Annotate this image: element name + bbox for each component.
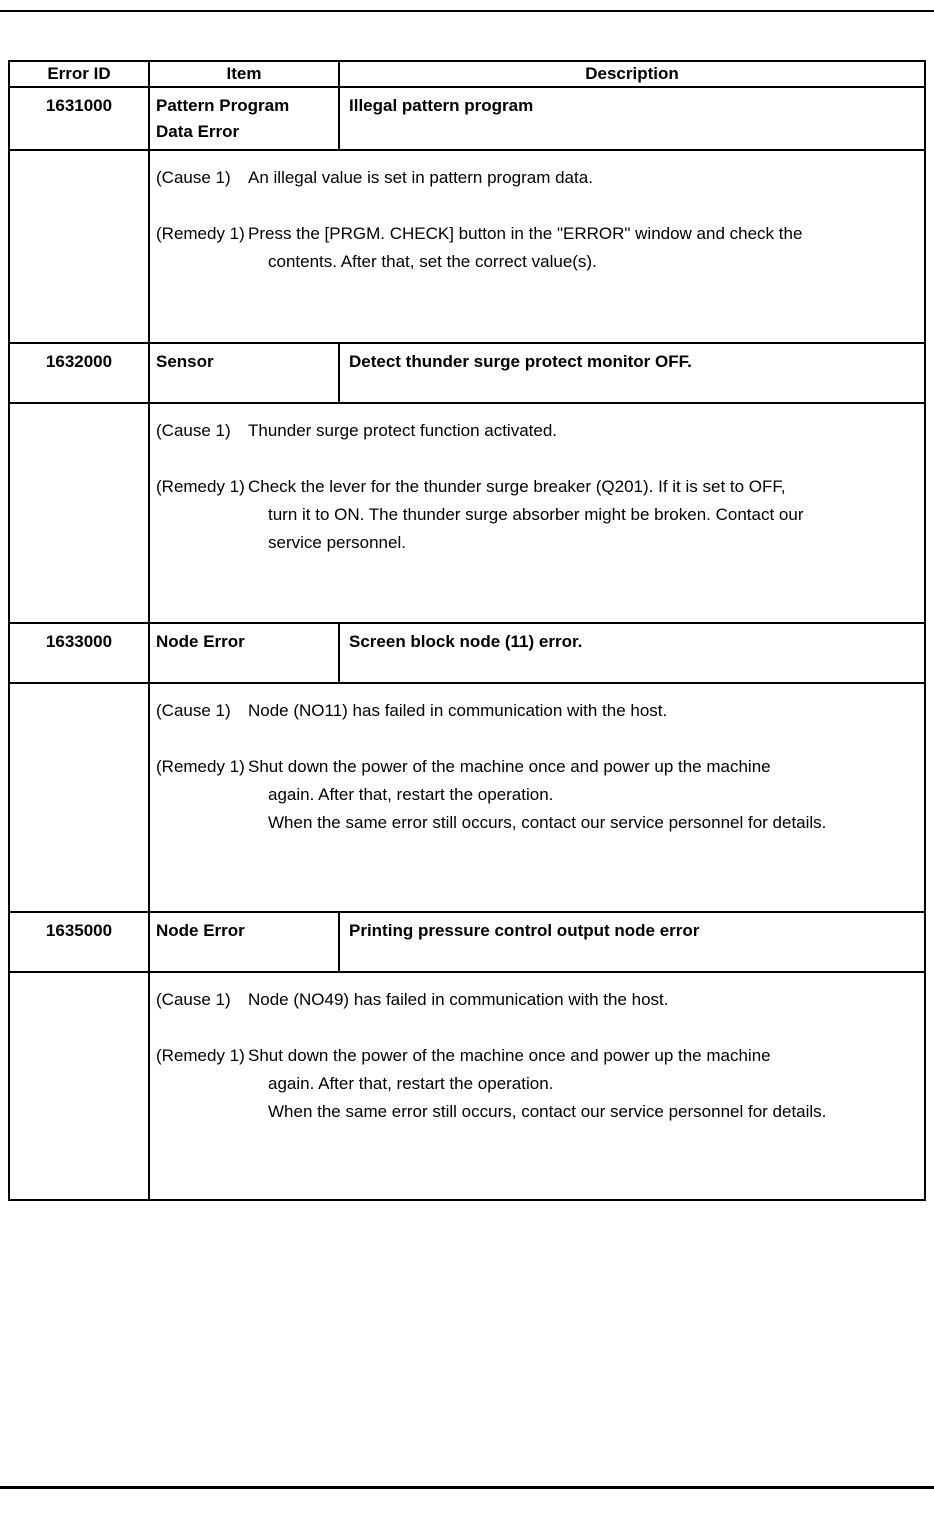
error-id: 1632000 — [9, 343, 149, 403]
remedy-row — [156, 1042, 916, 1126]
remedy-row — [156, 473, 916, 557]
column-header-error-id: Error ID — [9, 61, 149, 87]
cause-text: An illegal value is set in pattern program data. — [248, 168, 593, 187]
error-id: 1633000 — [9, 623, 149, 683]
error-id: 1635000 — [9, 912, 149, 972]
error-item: Node Error — [149, 912, 339, 972]
remedy-text: Shut down the power of the machine once and power up the machine again. After that, restart the operation. When the same error still occurs, contact our service personnel for details. — [248, 757, 827, 832]
cause-label: (Cause 1) — [156, 990, 231, 1009]
cause-text: Thunder surge protect function activated. — [248, 421, 558, 440]
table-header-row — [9, 61, 925, 87]
error-detail-row — [9, 683, 925, 912]
error-description: Screen block node (11) error. — [339, 623, 925, 683]
error-detail-cell — [149, 972, 925, 1200]
error-title-row — [9, 343, 925, 403]
remedy-label: (Remedy 1) — [156, 224, 245, 243]
remedy-text: Check the lever for the thunder surge breaker (Q201). If it is set to OFF, turn it to ON. The thunder surge absorber might be broken. Contact our service personnel. — [248, 477, 804, 552]
remedy-label: (Remedy 1) — [156, 1046, 245, 1065]
error-title-row — [9, 912, 925, 972]
column-header-item: Item — [149, 61, 339, 87]
cause-label: (Cause 1) — [156, 701, 231, 720]
error-code-table — [8, 60, 926, 1201]
error-id: 1631000 — [9, 87, 149, 150]
column-header-description: Description — [339, 61, 925, 87]
error-id-spacer-cell — [9, 403, 149, 623]
error-description: Printing pressure control output node error — [339, 912, 925, 972]
error-title-row — [9, 623, 925, 683]
remedy-text: Press the [PRGM. CHECK] button in the "ERROR" window and check the contents. After that, set the correct value(s). — [248, 224, 803, 271]
cause-row — [156, 417, 916, 445]
error-description: Detect thunder surge protect monitor OFF. — [339, 343, 925, 403]
error-detail-cell — [149, 403, 925, 623]
error-item: Pattern Program Data Error — [149, 87, 339, 150]
cause-text: Node (NO49) has failed in communication with the host. — [248, 990, 669, 1009]
error-title-row — [9, 87, 925, 150]
error-detail-cell — [149, 683, 925, 912]
error-description: Illegal pattern program — [339, 87, 925, 150]
error-item: Node Error — [149, 623, 339, 683]
error-item: Sensor — [149, 343, 339, 403]
error-id-spacer-cell — [9, 150, 149, 343]
error-detail-row — [9, 403, 925, 623]
error-detail-cell — [149, 150, 925, 343]
error-id-spacer-cell — [9, 972, 149, 1200]
cause-row — [156, 986, 916, 1014]
error-detail-row — [9, 972, 925, 1200]
cause-row — [156, 697, 916, 725]
cause-row — [156, 164, 916, 192]
page-bottom-rule — [0, 1486, 934, 1489]
remedy-row — [156, 753, 916, 837]
cause-label: (Cause 1) — [156, 421, 231, 440]
page-top-rule — [0, 10, 934, 12]
remedy-label: (Remedy 1) — [156, 477, 245, 496]
remedy-row — [156, 220, 916, 276]
error-detail-row — [9, 150, 925, 343]
cause-label: (Cause 1) — [156, 168, 231, 187]
remedy-label: (Remedy 1) — [156, 757, 245, 776]
cause-text: Node (NO11) has failed in communication with the host. — [248, 701, 668, 720]
error-id-spacer-cell — [9, 683, 149, 912]
remedy-text: Shut down the power of the machine once and power up the machine again. After that, restart the operation. When the same error still occurs, contact our service personnel for details. — [248, 1046, 827, 1121]
